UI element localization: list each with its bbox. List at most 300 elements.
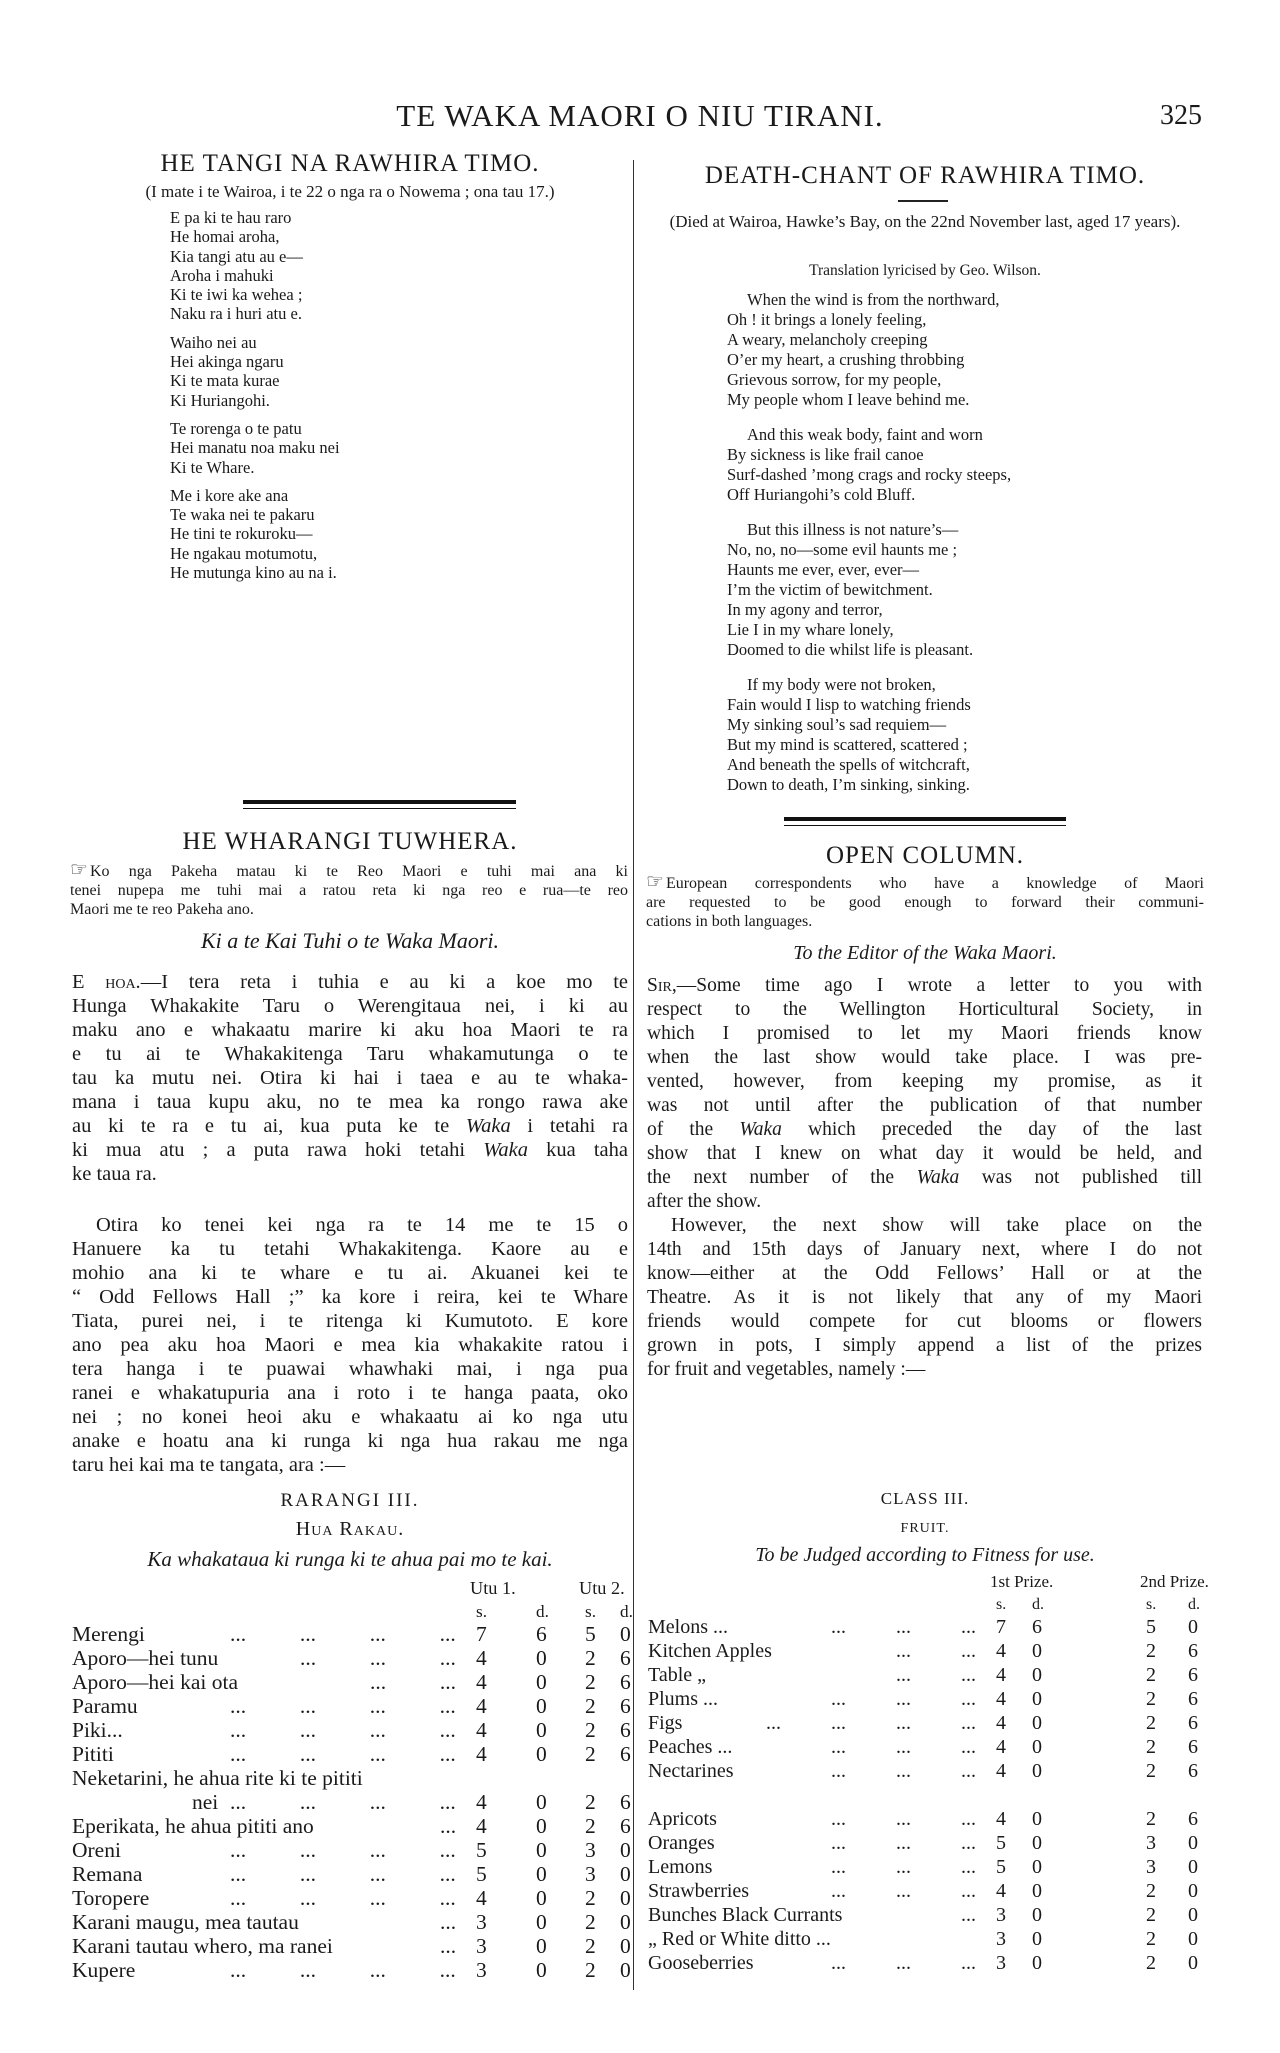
- prize-value: 4: [996, 1688, 1006, 1710]
- poem-line: Ki te mata kurae: [170, 371, 280, 391]
- item-name: Strawberries: [648, 1880, 750, 1902]
- letter-line: [647, 1142, 1202, 1166]
- poem-stanza: [727, 520, 1011, 660]
- right-poem-title: DEATH-CHANT OF RAWHIRA TIMO.: [704, 162, 1146, 189]
- prize-value: 0: [1032, 1832, 1042, 1854]
- poem-line: In my agony and terror,: [727, 600, 883, 619]
- letter-line: [647, 1310, 1202, 1334]
- prize-value: 6: [1188, 1640, 1198, 1662]
- prize-value: 2: [585, 1790, 596, 1814]
- leader-dots: ... ... ...: [831, 1832, 976, 1854]
- table-row: [648, 1856, 1208, 1880]
- letter-line: [647, 1094, 1202, 1118]
- prize-value: 0: [536, 1646, 547, 1670]
- poem-line: Ki te Whare.: [170, 457, 255, 477]
- poem-line: Kia tangi atu au e—: [170, 246, 303, 266]
- item-name: Oreni: [72, 1838, 121, 1862]
- poem-line: He ngakau motumotu,: [170, 543, 318, 563]
- prize-value: 3: [996, 1928, 1006, 1950]
- letter-line: [72, 1090, 628, 1114]
- poem-line: But this illness is not nature’s—: [747, 520, 959, 539]
- item-name: Remana: [72, 1862, 143, 1886]
- left-notice: [70, 861, 628, 919]
- table-row: [648, 1664, 1208, 1688]
- letter-line: [72, 1114, 628, 1138]
- notice-line: [646, 873, 1204, 893]
- prize-value: 0: [1032, 1736, 1042, 1758]
- prize-value: 5: [585, 1622, 596, 1646]
- right-section-title: OPEN COLUMN.: [825, 842, 1025, 869]
- item-name: Piki...: [72, 1718, 123, 1742]
- prize-value: 2: [1146, 1808, 1156, 1830]
- text-segment: was not until after the publication of that number: [647, 1095, 1202, 1116]
- item-name: Kitchen Apples: [648, 1640, 772, 1662]
- leader-dots: ... ... ... ...: [230, 1886, 456, 1910]
- table-row: [72, 1694, 632, 1718]
- poem-line: Fain would I lisp to watching friends: [727, 695, 971, 714]
- prize-value: 6: [620, 1742, 631, 1766]
- poem-line: Naku ra i huri atu e.: [170, 304, 302, 324]
- left-letter-body: [72, 970, 628, 1477]
- text-segment: maku ano e whakaatu marire ki aku hoa Maori te ra: [72, 1019, 628, 1041]
- text-segment: tera hanga i te puawai whawhaki mai, i nga pua: [72, 1358, 628, 1380]
- leader-dots: ... ... ... ...: [230, 1694, 456, 1718]
- prize-value: 2: [1146, 1736, 1156, 1758]
- prize-value: 2: [1146, 1760, 1156, 1782]
- item-name: Neketarini, he ahua rite ki te pititi: [72, 1766, 363, 1790]
- notice-text: cations in both languages.: [646, 913, 813, 930]
- right-letter-body: [647, 974, 1202, 1382]
- poem-line: I’m the victim of bewitchment.: [727, 580, 933, 599]
- letter-line: [72, 1066, 628, 1090]
- prize-value: 6: [1188, 1736, 1198, 1758]
- letter-line: [72, 1357, 628, 1381]
- prize-value: 0: [1188, 1880, 1198, 1902]
- letter-paragraph: [72, 970, 628, 1186]
- letter-greeting: E hoa.: [72, 971, 141, 993]
- letter-line: [72, 1405, 628, 1429]
- unit-label: d.: [620, 1602, 633, 1621]
- prize-value: 0: [536, 1910, 547, 1934]
- right-notice: [646, 873, 1204, 931]
- prize-value: 5: [476, 1862, 487, 1886]
- poem-line: Doomed to die whilst life is pleasant.: [727, 640, 974, 659]
- prize-value: 2: [585, 1934, 596, 1958]
- leader-dots: ...: [440, 1934, 457, 1958]
- right-table-title: CLASS III.: [880, 1489, 970, 1508]
- letter-line: [72, 1453, 628, 1477]
- poem-line: My sinking soul’s sad requiem—: [727, 715, 947, 734]
- prize-value: 0: [1032, 1688, 1042, 1710]
- text-segment: —I tera reta i tuhia e au ki a koe mo te: [140, 971, 628, 993]
- pointing-hand-icon: ☞: [646, 871, 664, 893]
- poem-stanza: [170, 486, 340, 582]
- left-salutation: Ki a te Kai Tuhi o te Waka Maori.: [200, 928, 500, 953]
- notice-text: tenei nupepa me tuhi mai a ratou reta ki nga reo e rua—te reo: [70, 882, 628, 899]
- item-name: Melons ...: [648, 1616, 728, 1638]
- letter-greeting: Sir,: [647, 975, 677, 996]
- letter-line: [72, 1138, 628, 1162]
- letter-line: [72, 1018, 628, 1042]
- text-segment: au ki te ra e tu ai, kua puta ke te: [72, 1115, 466, 1137]
- right-salutation: To the Editor of the Waka Maori.: [793, 942, 1057, 964]
- text-segment: kua taha: [528, 1139, 628, 1161]
- prize-value: 2: [585, 1646, 596, 1670]
- text-segment: nei ; no konei heoi aku e whakaatu ai ko nga utu: [72, 1406, 628, 1428]
- table-row: [72, 1742, 632, 1766]
- leader-dots: ... ... ... ...: [230, 1862, 456, 1886]
- item-name: Lemons: [648, 1856, 713, 1878]
- prize-value: 0: [536, 1790, 547, 1814]
- leader-dots: ... ... ...: [831, 1808, 976, 1830]
- poem-line: Hei manatu noa maku nei: [170, 438, 340, 458]
- table-row: [72, 1934, 632, 1958]
- poem-line: And this weak body, faint and worn: [747, 425, 983, 444]
- leader-dots: ...: [440, 1814, 457, 1838]
- prize-value: 2: [585, 1670, 596, 1694]
- prize-value: 0: [1188, 1952, 1198, 1974]
- leader-dots: ... ... ... ...: [230, 1718, 456, 1742]
- right-poem-subtitle: (Died at Wairoa, Hawke’s Bay, on the 22nd November last, aged 17 years).: [669, 212, 1181, 231]
- leader-dots: ... ...: [896, 1664, 976, 1686]
- prize-value: 4: [476, 1814, 487, 1838]
- text-segment: i tetahi ra: [510, 1115, 629, 1137]
- item-name: Kupere: [72, 1958, 136, 1982]
- poem-line: He homai aroha,: [170, 227, 280, 247]
- prize-value: 6: [620, 1814, 631, 1838]
- prize-value: 4: [476, 1718, 487, 1742]
- prize-value: 2: [1146, 1688, 1156, 1710]
- poem-line: By sickness is like frail canoe: [727, 445, 924, 464]
- prize-value: 3: [996, 1952, 1006, 1974]
- prize-value: 3: [585, 1862, 596, 1886]
- letter-line: [72, 1285, 628, 1309]
- leader-dots: ...: [440, 1910, 457, 1934]
- prize-value: 0: [1032, 1640, 1042, 1662]
- unit-label: s.: [996, 1596, 1007, 1613]
- table-unit-row: [648, 1596, 1208, 1616]
- prize-value: 6: [1032, 1616, 1042, 1638]
- prize-value: 2: [585, 1694, 596, 1718]
- prize-value: 2: [1146, 1640, 1156, 1662]
- prize-value: 2: [585, 1814, 596, 1838]
- leader-dots: ... ... ...: [831, 1736, 976, 1758]
- prize-value: 5: [996, 1832, 1006, 1854]
- table-row: [72, 1958, 632, 1982]
- text-segment: the next number of the: [647, 1167, 917, 1188]
- text-segment: after the show.: [647, 1191, 762, 1212]
- prize-value: 4: [996, 1640, 1006, 1662]
- text-segment: —Some time ago I wrote a letter to you with: [676, 975, 1202, 996]
- text-segment: mohio ana ki te whare e tu ai. Akuanei kei te: [72, 1262, 628, 1284]
- italic-title: Waka: [739, 1119, 782, 1140]
- poem-line: And beneath the spells of witchcraft,: [727, 755, 970, 774]
- poem-stanza: [170, 333, 340, 410]
- item-name: Bunches Black Currants: [648, 1904, 843, 1926]
- text-segment: respect to the Wellington Horticultural Society, in: [647, 999, 1202, 1020]
- leader-dots: ... ... ...: [831, 1952, 976, 1974]
- prize-value: 0: [1032, 1928, 1042, 1950]
- poem-line: No, no, no—some evil haunts me ;: [727, 540, 958, 559]
- letter-line: [72, 1381, 628, 1405]
- prize-value: 0: [1188, 1856, 1198, 1878]
- prize-value: 4: [476, 1670, 487, 1694]
- prize-value: 3: [1146, 1832, 1156, 1854]
- left-prize-table: [72, 1578, 632, 1982]
- letter-line: [72, 1162, 628, 1186]
- item-name: Pititi: [72, 1742, 114, 1766]
- prize-value: 0: [620, 1622, 631, 1646]
- left-table-subtitle: Hua Rakau.: [295, 1518, 405, 1540]
- prize-value: 6: [536, 1622, 547, 1646]
- letter-line: [647, 1070, 1202, 1094]
- table-row: [648, 1880, 1208, 1904]
- prize-value: 0: [1032, 1664, 1042, 1686]
- table-row: [72, 1838, 632, 1862]
- leader-dots: ... ... ...: [831, 1880, 976, 1902]
- item-name: Oranges: [648, 1832, 715, 1854]
- table-unit-row: [72, 1602, 632, 1622]
- leader-dots: ... ... ... ...: [230, 1838, 456, 1862]
- unit-label: d.: [1032, 1596, 1044, 1613]
- section-rule: [243, 800, 516, 809]
- item-name: Figs: [648, 1712, 683, 1734]
- item-name: Table „: [648, 1664, 707, 1686]
- italic-title: Waka: [483, 1139, 529, 1161]
- unit-label: s.: [1146, 1596, 1157, 1613]
- prize-value: 0: [1032, 1856, 1042, 1878]
- leader-dots: ... ... ...: [831, 1616, 976, 1638]
- prize-value: 5: [996, 1856, 1006, 1878]
- prize-value: 6: [620, 1646, 631, 1670]
- text-segment: which I promised to let my Maori friends know: [647, 1023, 1202, 1044]
- text-segment: e tu ai te Whakakitenga Taru whakamutunga o te: [72, 1043, 628, 1065]
- prize-value: 0: [1032, 1760, 1042, 1782]
- notice-line: [646, 893, 1204, 912]
- letter-line: [72, 1429, 628, 1453]
- prize-value: 4: [476, 1790, 487, 1814]
- item-name: Karani maugu, mea tautau: [72, 1910, 299, 1934]
- prize-value: 6: [1188, 1688, 1198, 1710]
- letter-line: [647, 998, 1202, 1022]
- letter-line: [647, 1358, 1202, 1382]
- poem-line: Lie I in my whare lonely,: [727, 620, 894, 639]
- text-segment: which preceded the day of the last: [781, 1119, 1202, 1140]
- left-table-note: Ka whakataua ki runga ki te ahua pai mo te kai.: [147, 1547, 553, 1571]
- letter-paragraph: [647, 974, 1202, 1214]
- notice-line: [646, 912, 1204, 931]
- table-row: [648, 1760, 1208, 1784]
- poem-stanza: [727, 290, 1011, 410]
- poem-line: Te waka nei te pakaru: [170, 505, 315, 525]
- letter-line: [72, 994, 628, 1018]
- prize-value: 0: [536, 1718, 547, 1742]
- col-header-second-prize: Utu 2.: [579, 1578, 625, 1598]
- prize-value: 3: [585, 1838, 596, 1862]
- prize-value: 0: [536, 1862, 547, 1886]
- text-segment: know—either at the Odd Fellows’ Hall or at the: [647, 1263, 1202, 1284]
- text-segment: when the last show would take place. I was pre-: [647, 1047, 1202, 1068]
- text-segment: ano pea aku hoa Maori e mea kia whakakite ratou i: [72, 1334, 628, 1356]
- leader-dots: ... ... ...: [300, 1646, 456, 1670]
- table-row: [648, 1688, 1208, 1712]
- text-segment: for fruit and vegetables, namely :—: [647, 1359, 926, 1380]
- item-name: Nectarines: [648, 1760, 734, 1782]
- table-row: [648, 1904, 1208, 1928]
- item-name: Plums ...: [648, 1688, 719, 1710]
- text-segment: “ Odd Fellows Hall ;” ka kore i reira, kei te Whare: [72, 1286, 628, 1308]
- prize-value: 2: [585, 1718, 596, 1742]
- item-name: Gooseberries: [648, 1952, 754, 1974]
- prize-value: 0: [1032, 1880, 1042, 1902]
- col-header-first-prize: Utu 1.: [470, 1578, 516, 1598]
- table-header-row: [648, 1572, 1208, 1596]
- table-row: [648, 1640, 1208, 1664]
- prize-value: 4: [476, 1646, 487, 1670]
- text-segment: grown in pots, I simply append a list of the prizes: [647, 1335, 1202, 1356]
- item-name: nei: [192, 1790, 219, 1814]
- text-segment: vented, however, from keeping my promise, as it: [647, 1071, 1202, 1092]
- table-row: [72, 1622, 632, 1646]
- notice-line: [70, 861, 628, 881]
- right-prize-table: [648, 1572, 1208, 1976]
- letter-line: [72, 970, 628, 994]
- text-segment: was not published till: [959, 1167, 1202, 1188]
- table-row: [648, 1808, 1208, 1832]
- prize-value: 0: [1188, 1904, 1198, 1926]
- text-segment: Hunga Whakakite Taru o Werengitaua nei, i ki au: [72, 995, 628, 1017]
- poem-line: When the wind is from the northward,: [747, 290, 1000, 309]
- prize-value: 6: [620, 1718, 631, 1742]
- leader-dots: ... ...: [370, 1670, 456, 1694]
- leader-dots: ... ... ... ...: [766, 1712, 976, 1734]
- letter-line: [72, 1042, 628, 1066]
- item-name: Paramu: [72, 1694, 138, 1718]
- prize-value: 2: [585, 1886, 596, 1910]
- left-table-title: RARANGI III.: [280, 1490, 420, 1511]
- poem-stanza: [170, 208, 340, 324]
- col-header-first-prize: 1st Prize.: [990, 1572, 1054, 1591]
- leader-dots: ... ... ... ...: [230, 1958, 456, 1982]
- table-row: [72, 1766, 632, 1790]
- prize-value: 6: [1188, 1664, 1198, 1686]
- prize-value: 4: [476, 1742, 487, 1766]
- letter-line: [647, 974, 1202, 998]
- prize-value: 4: [996, 1880, 1006, 1902]
- text-segment: of the: [647, 1119, 740, 1140]
- unit-label: s.: [476, 1602, 487, 1621]
- item-name: Aporo—hei tunu: [72, 1646, 219, 1670]
- prize-value: 4: [996, 1712, 1006, 1734]
- col-header-second-prize: 2nd Prize.: [1140, 1572, 1209, 1591]
- table-row: [648, 1928, 1208, 1952]
- table-row: [72, 1862, 632, 1886]
- leader-dots: ... ... ...: [831, 1760, 976, 1782]
- letter-line: [647, 1190, 1202, 1214]
- prize-value: 6: [1188, 1712, 1198, 1734]
- prize-value: 2: [1146, 1904, 1156, 1926]
- item-name: „ Red or White ditto ...: [648, 1928, 831, 1950]
- poem-line: Ki Huriangohi.: [170, 390, 270, 410]
- item-name: Eperikata, he ahua pititi ano: [72, 1814, 314, 1838]
- letter-line: [647, 1166, 1202, 1190]
- letter-line: [647, 1238, 1202, 1262]
- poem-line: Haunts me ever, ever, ever—: [727, 560, 920, 579]
- prize-value: 4: [996, 1808, 1006, 1830]
- leader-dots: ... ... ...: [831, 1856, 976, 1878]
- prize-value: 4: [476, 1886, 487, 1910]
- item-name: Karani tautau whero, ma ranei: [72, 1934, 333, 1958]
- poem-line: E pa ki te hau raro: [170, 208, 292, 227]
- prize-value: 3: [1146, 1856, 1156, 1878]
- page-number: 325: [1160, 100, 1202, 131]
- prize-value: 4: [996, 1736, 1006, 1758]
- poem-stanza: [170, 419, 340, 477]
- table-row: [648, 1952, 1208, 1976]
- leader-dots: ... ...: [896, 1640, 976, 1662]
- prize-value: 0: [536, 1958, 547, 1982]
- leader-dots: ... ... ... ...: [230, 1622, 456, 1646]
- column-divider: [633, 160, 634, 1990]
- prize-value: 0: [536, 1814, 547, 1838]
- italic-title: Waka: [465, 1115, 511, 1137]
- poem-line: He mutunga kino au na i.: [170, 563, 337, 583]
- prize-value: 0: [620, 1838, 631, 1862]
- prize-value: 0: [1188, 1928, 1198, 1950]
- prize-value: 0: [620, 1886, 631, 1910]
- prize-value: 0: [1032, 1712, 1042, 1734]
- letter-paragraph: [72, 1213, 628, 1477]
- prize-value: 5: [1146, 1616, 1156, 1638]
- notice-text: Maori me te reo Pakeha ano.: [70, 901, 254, 918]
- letter-line: [647, 1334, 1202, 1358]
- title-rule: [898, 200, 948, 202]
- prize-value: 7: [476, 1622, 487, 1646]
- text-segment: show that I knew on what day it would be held, and: [647, 1143, 1202, 1164]
- prize-value: 2: [1146, 1664, 1156, 1686]
- left-poem-title: HE TANGI NA RAWHIRA TIMO.: [160, 150, 540, 177]
- leader-dots: ... ... ...: [831, 1688, 976, 1710]
- prize-value: 2: [585, 1958, 596, 1982]
- prize-value: 6: [1188, 1760, 1198, 1782]
- text-segment: Hanuere ka tu tetahi Whakakitenga. Kaore au e: [72, 1238, 628, 1260]
- prize-value: 4: [476, 1694, 487, 1718]
- table-row: [648, 1832, 1208, 1856]
- leader-dots: ... ... ... ...: [230, 1790, 456, 1814]
- prize-value: 3: [996, 1904, 1006, 1926]
- prize-value: 7: [996, 1616, 1006, 1638]
- prize-value: 0: [620, 1910, 631, 1934]
- running-title: TE WAKA MAORI O NIU TIRANI.: [396, 98, 884, 133]
- notice-text: are requested to be good enough to forward their communi-: [646, 894, 1204, 911]
- table-row: [72, 1646, 632, 1670]
- prize-value: 2: [1146, 1928, 1156, 1950]
- prize-value: 4: [996, 1760, 1006, 1782]
- right-table-subtitle: FRUIT.: [900, 1521, 950, 1536]
- letter-line: [647, 1022, 1202, 1046]
- right-table-note: To be Judged according to Fitness for use.: [755, 1544, 1095, 1566]
- text-segment: ranei e whakatupuria ana i roto i te hanga paata, oko: [72, 1382, 628, 1404]
- leader-dots: ... ... ... ...: [230, 1742, 456, 1766]
- leader-dots: ...: [961, 1904, 976, 1926]
- prize-value: 0: [620, 1958, 631, 1982]
- section-rule: [784, 817, 1066, 826]
- poem-line: Waiho nei au: [170, 332, 257, 352]
- prize-value: 2: [1146, 1880, 1156, 1902]
- table-row: [648, 1712, 1208, 1736]
- poem-line: Aroha i mahuki: [170, 265, 274, 285]
- unit-label: d.: [1188, 1596, 1200, 1613]
